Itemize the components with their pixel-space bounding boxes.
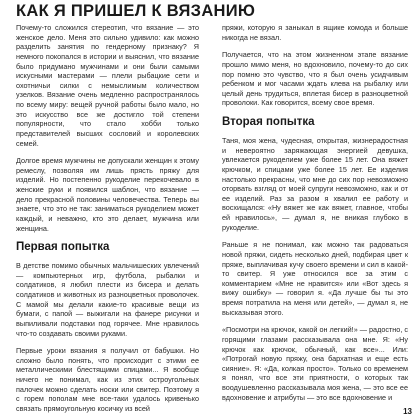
right-column: [222, 23, 408, 402]
paragraph: Первые уроки вязания я получил от бабушки. Но сложно было понять, что происходит с этими ее металлическими блестящими спицами... Я вообще ничего не понимал, как из этих остроугольных палочек можно сделать носки или свитер. Поэтому я с горем пополам мне все-таки удалось кривенько связать прямоугольную косичку из всей: [16, 346, 199, 413]
paragraph: Раньше я не понимал, как можно так радоваться новой пряжи, сидеть несколько дней, подбирая цвет к пряже, выплачивая кучу своего времени и сил в какой-то свитер. Я уже относился все за этим с комментарием «Мне не нравится» или «Вот здесь я вижу ошибку» — говорил я. «Да лучше бы ты это время потратила на меня или детей», — думал я, не высказывая этого.: [222, 240, 408, 317]
paragraph: пряжи, которую я заныкал в ящике комода и больше никогда не вязал.: [222, 23, 408, 42]
paragraph: Получается, что на этом жизненном этапе вязание прошло мимо меня, но вдохновило, почему-то до сих пор помню это чувство, что я был очень усидчивым ребенком и мог часами ждать клева на рыбалку или целый день трудиться, вплетая бисер в разноцветной проволоки. Как говорится, всему свое время.: [222, 50, 408, 108]
section-heading: Вторая попытка: [222, 116, 315, 128]
paragraph: Долгое время мужчины не допускали женщин к этому ремеслу, позволяя им лишь прясть пряжу для изделий. Но постепенно рукоделие перекочевало в женские руки и появился шаблон, что вязание — дело прекрасной половины человечества. Теперь вы знаете, что это не так: заниматься рукоделием может каждый, и неважно, кто это делает, мужчина или женщина.: [16, 156, 199, 233]
page-number: 13: [403, 407, 412, 416]
paragraph: В детстве помимо обычных мальчишеских увлечений — компьютерных игр, футбола, рыбалки и солдатиков, я любил плести из бисера и делать солдатиков и животных из разноцветных проволочек. С мамой мы делали какие-то красивые вещи из бумаги, с папой — выжигали на фанере рисунки и выпиливали подставки под горячее. Мне нравилось что-то создавать своими руками.: [16, 261, 199, 338]
paragraph: Таня, моя жена, чудесная, открытая, жизнерадостная и невероятно заряжающая энергией девушка, увлекается рукоделием уже более 15 лет. Она вяжет крючком, и спицами уже более 15 лет. Ее изделия настолько прекрасны, что мне до сих пор невозможно оторвать взгляд от моей супруги невозможно, как и от ее изделий. Раз за разом я хвалил ее работу и восхищался: «Ну вяжет же как вяжет, главное, чтобы ей нравилось», — думал я, не вникая глубоко в рукоделие.: [222, 136, 408, 232]
paragraph: «Посмотри на крючок, какой он легкий!» — радостно, с горящими глазами рассказывала она мне. Я: «Ну крючок как крючок, обычный, как все»... Или: «Потрогай новую пряжу, она бархатная и еще есть сияние». Я: «Да, колкая просто». Только со временем я понял, что все эти приятности, о которых так воодушевленно рассказывала моя жена, — это все ее вдохновение и атрибуты — это все вдохновение и: [222, 325, 408, 402]
page-title: КАК Я ПРИШЕЛ К ВЯЗАНИЮ: [16, 2, 256, 20]
left-column: [16, 23, 199, 414]
paragraph: Почему-то сложился стереотип, что вязание — это женское дело. Меня это сильно удивило: как можно разделить занятия по гендерному признаку? Я немного покопался в истории и выяснил, что вязание было придумано мужчинами и они были самыми искусными мастерами — плели рыбацкие сети и охотничьи силки с немыслимым количеством узелков. Вязание очень медленно распространялось по всему миру: вещей ручной работы было мало, но это искусство все же достигло той степени популярности, что стало хобби только представителей высших сословий и королевских семей.: [16, 23, 199, 148]
section-heading: Первая попытка: [16, 241, 110, 254]
